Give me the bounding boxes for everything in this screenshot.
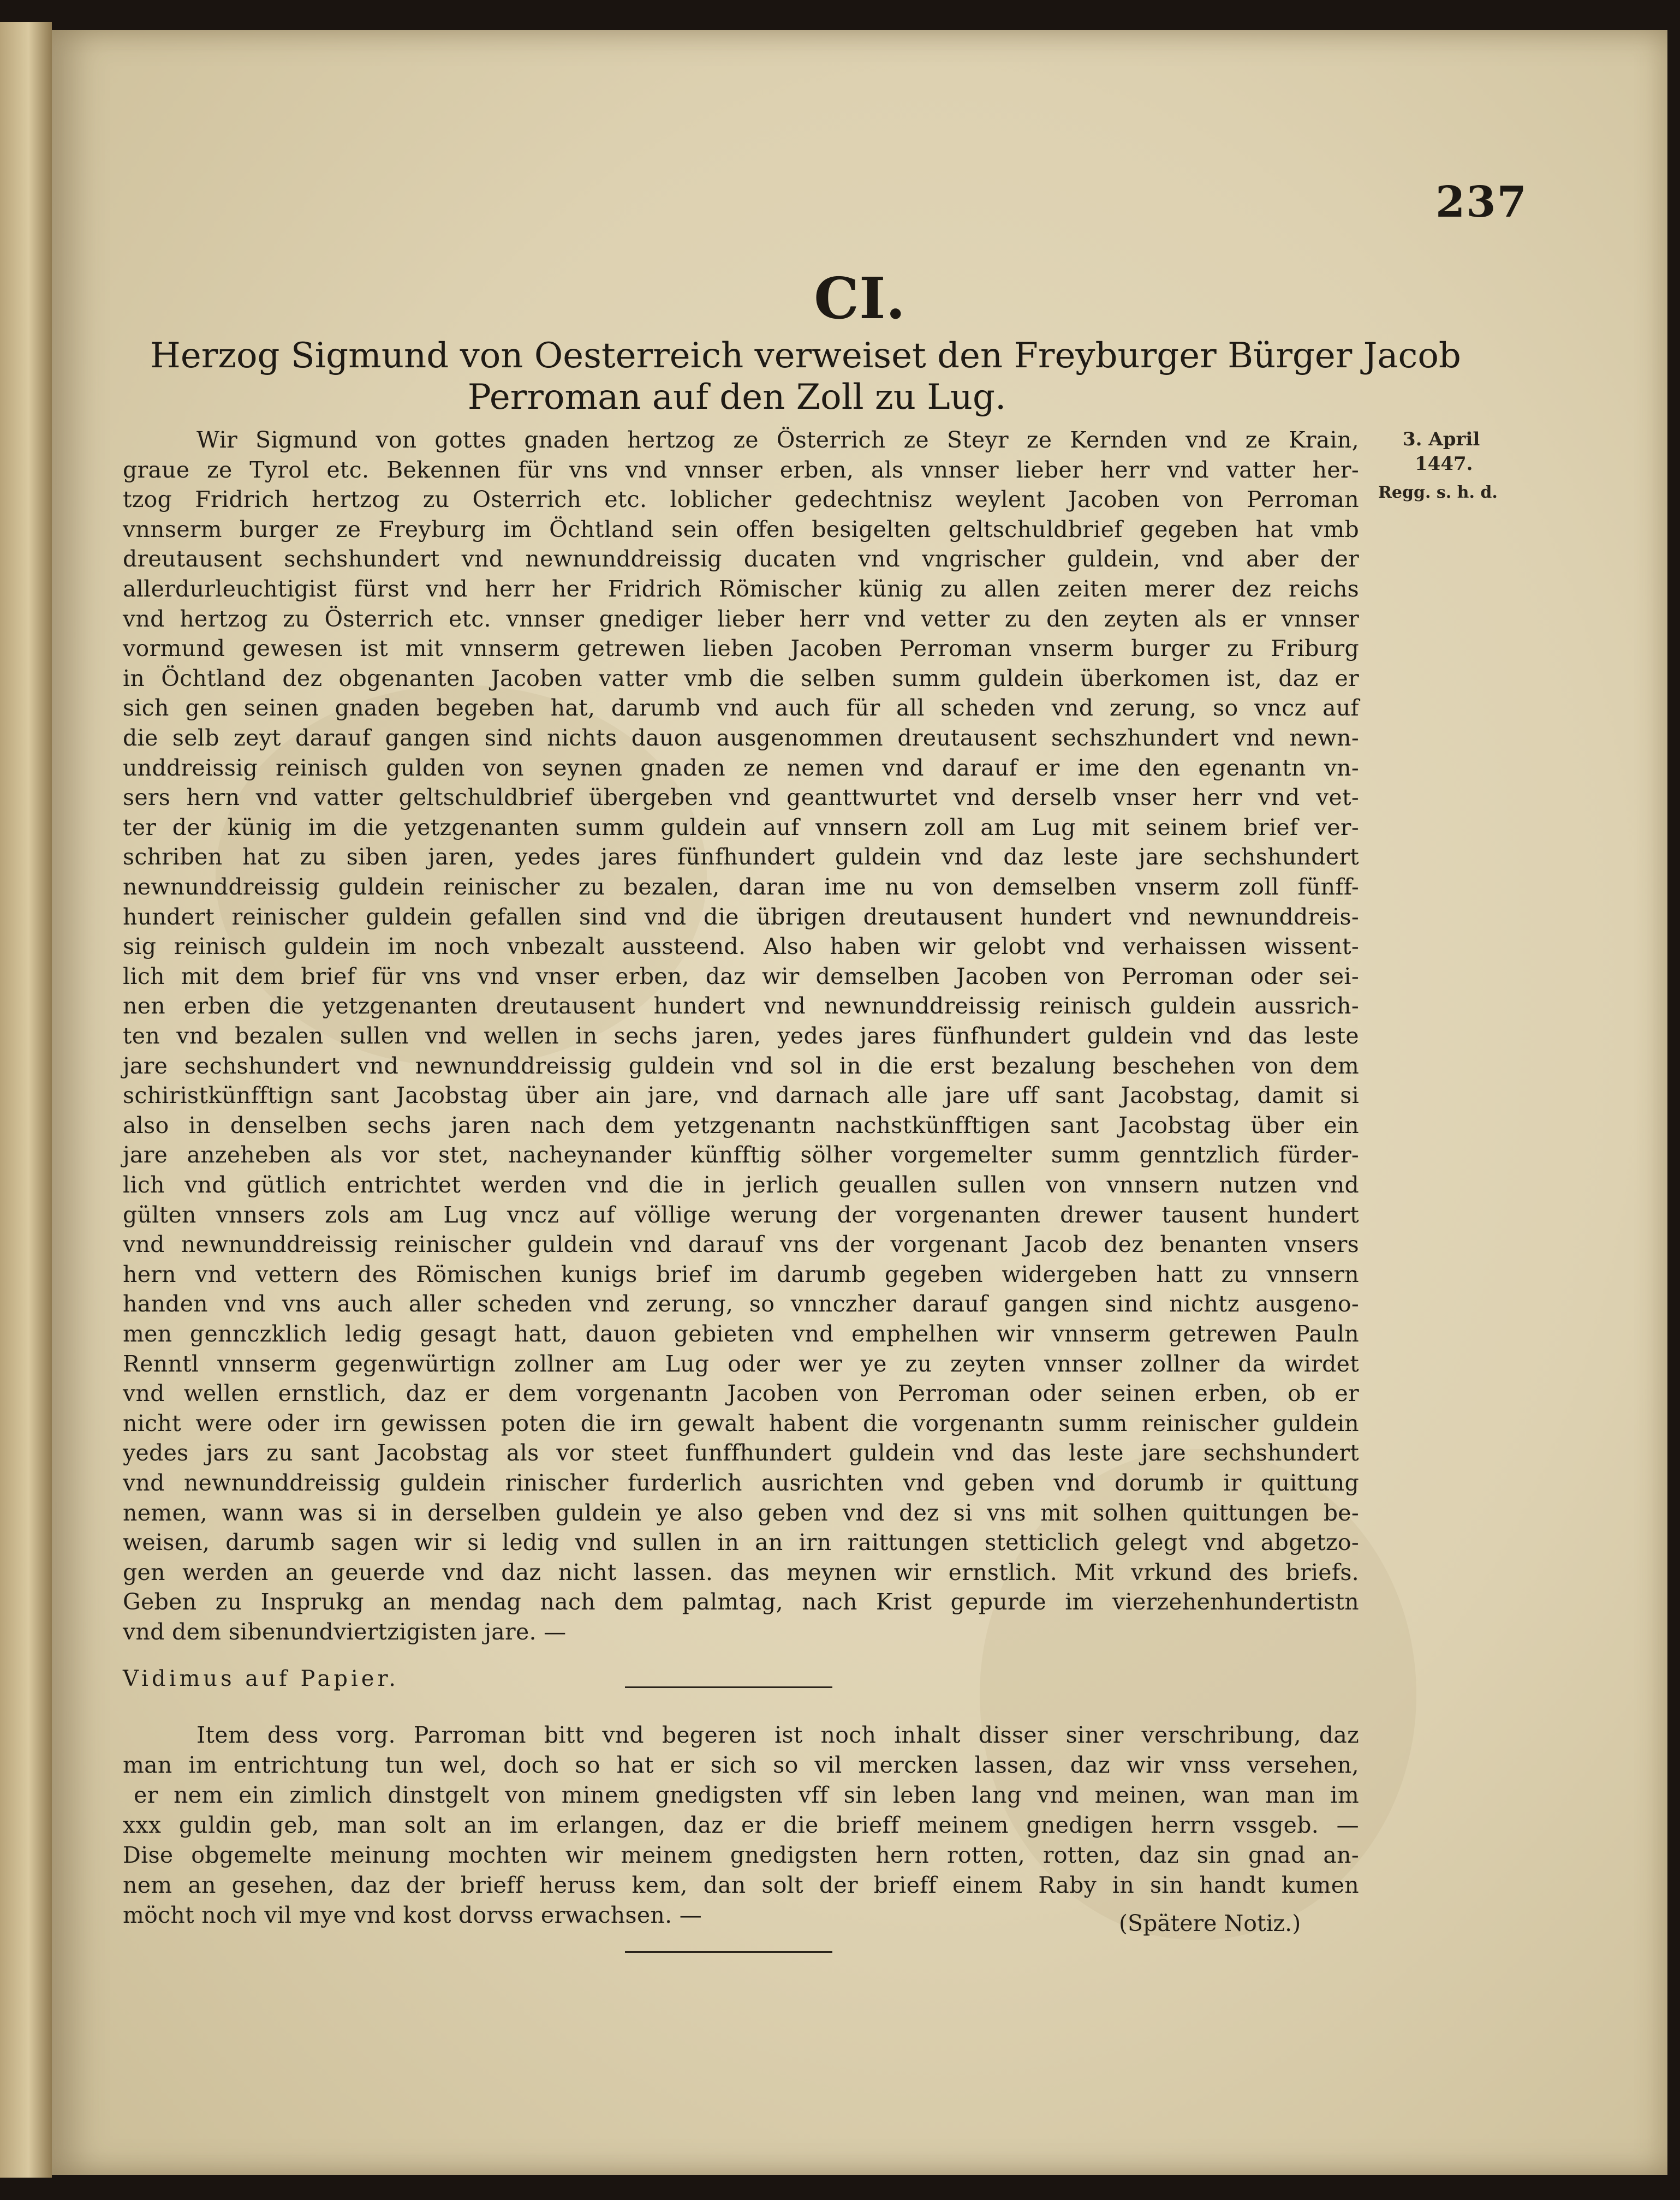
body-line: in Öchtland dez obgenanten Jacoben vatter vmb die selben summ guldein überkomen ist, daz er bbox=[123, 665, 1359, 691]
body-line: vnnserm burger ze Freyburg im Öchtland sein offen besigelten geltschuldbrief gegeben hat vmb bbox=[123, 516, 1359, 542]
body-line: gen werden an geuerde vnd daz nicht lassen. das meynen wir ernstlich. Mit vrkund des briefs. bbox=[123, 1559, 1359, 1585]
margin-year: 1447. bbox=[1415, 453, 1473, 475]
body-line: also in denselben sechs jaren nach dem yetzgenantn nachstkünfftigen sant Jacobstag über ein bbox=[123, 1112, 1359, 1138]
vidimus-line: nem an gesehen, daz der brieff heruss kem, dan solt der brieff einem Raby in sin handt kumen bbox=[123, 1872, 1359, 1898]
body-line: vnd newnunddreissig reinischer guldein vnd darauf vns der vorgenant Jacob dez benanten vnsers bbox=[123, 1231, 1359, 1258]
body-line: ter der künig im die yetzgenanten summ guldein auf vnnsern zoll am Lug mit seinem brief ver- bbox=[123, 814, 1359, 840]
vidimus-line: Item dess vorg. Parroman bitt vnd begeren ist noch inhalt disser siner verschribung, daz bbox=[196, 1722, 1359, 1748]
body-line: ten vnd bezalen sullen vnd wellen in sechs jaren, yedes jares fünfhundert guldein vnd das leste bbox=[123, 1023, 1359, 1049]
body-line: dreutausent sechshundert vnd newnunddreissig ducaten vnd vngrischer guldein, vnd aber der bbox=[123, 546, 1359, 573]
later-note-label: (Spätere Notiz.) bbox=[1119, 1910, 1301, 1936]
body-line: sich gen seinen gnaden begeben hat, darumb vnd auch für all scheden vnd zerung, so vncz auf bbox=[123, 695, 1359, 722]
body-line: yedes jars zu sant Jacobstag als vor steet funffhundert guldein vnd das leste jare sechshundert bbox=[123, 1440, 1359, 1466]
body-line: jare sechshundert vnd newnunddreissig guldein vnd sol in die erst bezalung beschehen von dem bbox=[123, 1052, 1359, 1079]
vidimus-line: er nem ein zimlich dinstgelt von minem gnedigsten vff sin leben lang vnd meinen, wan man im bbox=[134, 1782, 1359, 1808]
body-line: handen vnd vns auch aller scheden vnd zerung, so vnnczher darauf gangen sind nichtz ausgeno- bbox=[123, 1291, 1359, 1317]
vidimus-line: möcht noch vil mye vnd kost dorvss erwachsen. — bbox=[123, 1902, 702, 1928]
body-line: lich vnd gütlich entrichtet werden vnd die in jerlich geuallen sullen von vnnsern nutzen vnd bbox=[123, 1172, 1359, 1198]
body-line: hern vnd vettern des Römischen kunigs brief im darumb gegeben widergeben hatt zu vnnsern bbox=[123, 1261, 1359, 1287]
body-line: newnunddreissig guldein reinischer zu bezalen, daran ime nu von demselben vnserm zoll fünff- bbox=[123, 874, 1359, 900]
vidimus-heading: Vidimus auf Papier. bbox=[123, 1666, 399, 1691]
body-line: Renntl vnnserm gegenwürtign zollner am Lug oder wer ye zu zeyten vnnser zollner da wirdet bbox=[123, 1350, 1359, 1377]
body-line: schriben hat zu siben jaren, yedes jares fünfhundert guldein vnd daz leste jare sechshundert bbox=[123, 844, 1359, 871]
document-title-line-1: Herzog Sigmund von Oesterreich verweiset den Freyburger Bürger Jacob bbox=[150, 336, 1461, 376]
body-line: vnd newnunddreissig guldein rinischer furderlich ausrichten vnd geben vnd dorumb ir quittung bbox=[123, 1470, 1359, 1496]
page-number: 237 bbox=[1435, 177, 1528, 227]
body-line: weisen, darumb sagen wir si ledig vnd sullen in an irn raittungen stetticlich gelegt vnd abgetzo- bbox=[123, 1529, 1359, 1556]
margin-date: 3. April bbox=[1403, 428, 1480, 450]
body-line: Geben zu Insprukg an mendag nach dem palmtag, nach Krist gepurde im vierzehenhundertistn bbox=[123, 1589, 1359, 1615]
body-line: unddreissig reinisch gulden von seynen gnaden ze nemen vnd darauf er ime den egenantn vn- bbox=[123, 754, 1359, 781]
vidimus-line: Dise obgemelte meinung mochten wir meinem gnedigsten hern rotten, rotten, daz sin gnad an- bbox=[123, 1842, 1359, 1868]
body-line: sig reinisch guldein im noch vnbezalt aussteend. Also haben wir gelobt vnd verhaissen wissent- bbox=[123, 933, 1359, 960]
body-line: graue ze Tyrol etc. Bekennen für vns vnd vnnser erben, als vnnser lieber herr vnd vatter her- bbox=[123, 456, 1359, 483]
body-line: vnd wellen ernstlich, daz er dem vorgenantn Jacoben von Perroman oder seinen erben, ob er bbox=[123, 1380, 1359, 1407]
document-number: CI. bbox=[814, 265, 905, 332]
body-line: sers hern vnd vatter geltschuldbrief übergeben vnd geanttwurtet vnd derselb vnser herr vnd vet- bbox=[123, 784, 1359, 811]
section-divider bbox=[625, 1686, 832, 1688]
body-line: tzog Fridrich hertzog zu Osterrich etc. loblicher gedechtnisz weylent Jacoben von Perroman bbox=[123, 486, 1359, 513]
vidimus-line: man im entrichtung tun wel, doch so hat er sich so vil mercken lassen, daz wir vnss versehen, bbox=[123, 1752, 1359, 1778]
adjacent-page-edge bbox=[0, 22, 52, 2178]
body-line: jare anzeheben als vor stet, nacheynander künfftig sölher vorgemelter summ genntzlich fürder- bbox=[123, 1142, 1359, 1168]
document-title-line-2: Perroman auf den Zoll zu Lug. bbox=[467, 377, 1006, 418]
body-line: hundert reinischer guldein gefallen sind vnd die übrigen dreutausent hundert vnd newnunddreis- bbox=[123, 903, 1359, 930]
body-line: lich mit dem brief für vns vnd vnser erben, daz wir demselben Jacoben von Perroman oder sei- bbox=[123, 963, 1359, 989]
body-line: gülten vnnsers zols am Lug vncz auf völlige werung der vorgenanten drewer tausent hundert bbox=[123, 1201, 1359, 1228]
body-line: nicht were oder irn gewissen poten die irn gewalt habent die vorgenantn summ reinischer guldein bbox=[123, 1410, 1359, 1436]
end-divider bbox=[625, 1951, 832, 1953]
body-line: vormund gewesen ist mit vnnserm getrewen lieben Jacoben Perroman vnserm burger zu Friburg bbox=[123, 635, 1359, 662]
body-line: vnd dem sibenundviertzigisten jare. — bbox=[123, 1619, 567, 1645]
body-line: nemen, wann was si in derselben guldein ye also geben vnd dez si vns mit solhen quittungen be- bbox=[123, 1499, 1359, 1526]
margin-reference: Regg. s. h. d. bbox=[1378, 483, 1498, 502]
body-line: schiristkünfftign sant Jacobstag über ain jare, vnd darnach alle jare uff sant Jacobstag, damit si bbox=[123, 1082, 1359, 1109]
body-line: vnd hertzog zu Österrich etc. vnnser gnediger lieber herr vnd vetter zu den zeyten als er vnnser bbox=[123, 605, 1359, 632]
book-page bbox=[52, 30, 1667, 2175]
body-line: Wir Sigmund von gottes gnaden hertzog ze Österrich ze Steyr ze Kernden vnd ze Krain, bbox=[196, 427, 1359, 453]
vidimus-line: xxx guldin geb, man solt an im erlangen, daz er die brieff meinem gnedigen herrn vssgeb. — bbox=[123, 1812, 1359, 1838]
body-line: nen erben die yetzgenanten dreutausent hundert vnd newnunddreissig reinisch guldein aussrich- bbox=[123, 993, 1359, 1019]
body-line: die selb zeyt darauf gangen sind nichts dauon ausgenommen dreutausent sechszhundert vnd newn- bbox=[123, 725, 1359, 751]
body-line: men gennczklich ledig gesagt hatt, dauon gebieten vnd emphelhen wir vnnserm getrewen Pauln bbox=[123, 1321, 1359, 1347]
body-line: allerdurleuchtigist fürst vnd herr her Fridrich Römischer künig zu allen zeiten merer dez reichs bbox=[123, 576, 1359, 602]
